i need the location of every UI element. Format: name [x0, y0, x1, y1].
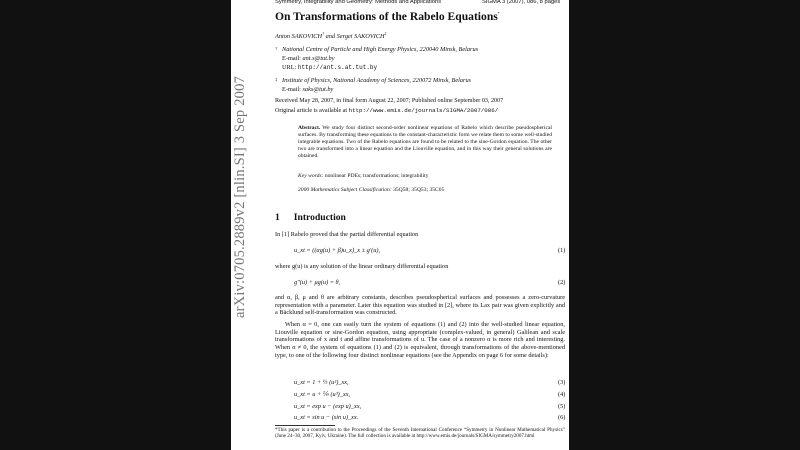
affiliation-mark-2: ‡ — [275, 77, 278, 82]
paper-page — [231, 0, 569, 450]
abstract — [298, 125, 552, 160]
equation-6: u_xt = sin u − (sin u)_xx. — [294, 414, 359, 421]
authors: Anton SAKOVICH† and Sergei SAKOVICH‡ — [275, 31, 387, 41]
arxiv-stamp: arXiv:0705.2889v2 [nlin.SI] 3 Sep 2007 — [232, 75, 248, 318]
equation-number-6: (6) — [558, 414, 566, 421]
section-heading: 1 Introduction — [275, 212, 346, 223]
email-1: E-mail: ant.s@tut.by — [282, 55, 335, 62]
affiliation-2: Institute of Physics, National Academy of Sciences, 220072 Minsk, Belarus — [282, 77, 472, 84]
original-article-line: Original article is available at http://www.emis.de/journals/SIGMA/2007/086/ — [275, 107, 499, 114]
paper-title — [275, 10, 500, 23]
equation-1: u_xt = ((αg(u) + β)u_x)_x ± g′(u), — [294, 247, 381, 254]
title-text: On Transformations of the Rabelo Equations — [275, 10, 498, 23]
title-footnote-mark[interactable]: * — [497, 11, 500, 17]
sigma-reference: SIGMA 3 (2007), 086, 8 pages — [482, 0, 561, 5]
keywords: Key words: nonlinear PDEs; transformations; integrability — [298, 173, 429, 179]
equation-number-4: (4) — [558, 391, 566, 398]
equation-number-1: (1) — [558, 247, 566, 254]
abstract-label: Abstract. — [298, 125, 321, 131]
equation-4: u_xt = u + ⅙ (u³)_xx, — [294, 391, 351, 398]
affiliation-1: National Centre of Particle and High Energy Physics, 220040 Minsk, Belarus — [282, 46, 479, 53]
url-1: URL: http://ant.s.at.tut.by — [282, 64, 378, 71]
equation-3: u_xt = 1 + ½ (u²)_xx, — [294, 379, 349, 386]
affiliation-mark-1: † — [275, 46, 278, 51]
url-link-1[interactable]: http://ant.s.at.tut.by — [297, 64, 378, 71]
paragraph-2: where g(u) is any solution of the linear ordinary differential equation — [275, 263, 449, 270]
equation-number-3: (3) — [558, 379, 566, 386]
equation-5: u_xt = exp u − (exp u)_xx, — [294, 403, 362, 410]
paragraph-3: and α, β, μ and θ are arbitrary constants, describes pseudospherical surfaces and possesses a zero-curvature representation with a parameter. Later this equation was studied in [2], where its Lax pair was given explicitly and a Bäcklund self-transformation was constructed. — [275, 294, 565, 317]
email-2: E-mail: saks@tut.by — [282, 86, 334, 93]
email-link-1[interactable]: ant.s@tut.by — [302, 55, 335, 62]
paragraph-1: In [1] Rabelo proved that the partial differential equation — [275, 231, 419, 238]
journal-header: Symmetry, Integrability and Geometry: Methods and Applications — [275, 0, 442, 5]
msc-classification: 2000 Mathematics Subject Classification: 35Q58; 35Q53; 35C05 — [298, 187, 445, 193]
original-article-url[interactable]: http://www.emis.de/journals/SIGMA/2007/086/ — [348, 107, 499, 114]
equation-number-2: (2) — [558, 279, 566, 286]
received-dates: Received May 28, 2007, in final form August 22, 2007; Published online September 03, 2007 — [275, 98, 504, 104]
equation-2: g″(u) + μg(u) = θ, — [294, 279, 341, 286]
paragraph-4: When α = 0, one can easily turn the system of equations (1) and (2) into the well-studied linear equation, Liouville equation or sine-Gordon equation, using appropriate (complex-valued, in general) Galilean and scale transformations of x and t and affine transformations of u. The case of a nonzero α is more rich and interesting. When α ≠ 0, the system of equations (1) and (2) is equivalent, through transformations of the above-mentioned type, to one of the following four distinct nonlinear equations (see the Appendix on page 6 for some details): — [275, 321, 565, 359]
email-link-2[interactable]: saks@tut.by — [302, 86, 334, 93]
abstract-text: We study four distinct second-order nonlinear equations of Rabelo which describe pseudospherical surfaces. By transforming these equations to the constant-characteristic form we relate them to some well-studied integrable equations. Two of the Rabelo equations are found to be related to the sine-Gordon equation. The other two are transformed into a linear equation and the Liouville equation, and in this way their general solutions are obtained. — [298, 125, 552, 159]
footnote: *This paper is a contribution to the Proceedings of the Seventh International Conference “Symmetry in Nonlinear Mathematical Physics” (June 24–30, 2007, Kyiv, Ukraine). The full collection is available at http://www.emis.de/journals/SIGMA/symmetry2007.html — [275, 427, 565, 440]
equation-number-5: (5) — [558, 403, 566, 410]
footnote-rule — [275, 425, 335, 426]
